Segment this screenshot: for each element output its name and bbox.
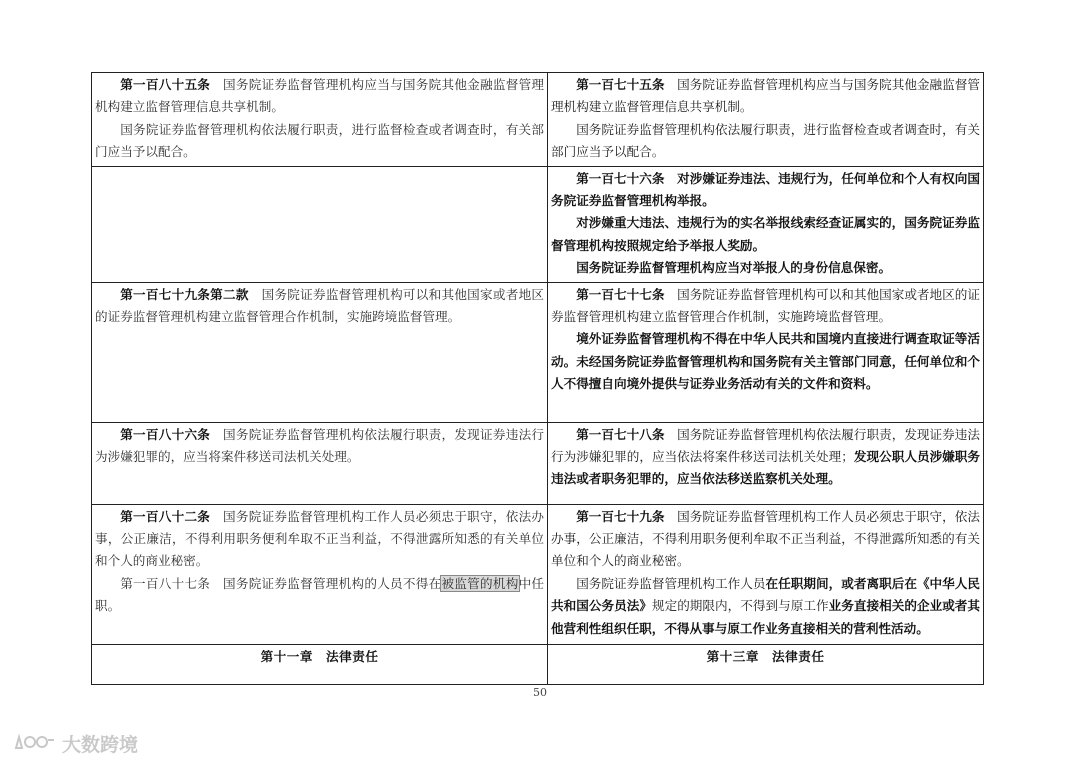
article-text: 国务院证券监督管理机构应当与国务院其他金融监督管理机构建立监督管理信息共享机制。 [551,77,981,115]
article-number: 第一百七十九条第二款 [120,286,249,302]
article-number: 第一百七十七条 [576,286,665,302]
article-paragraph [551,573,980,640]
article-paragraph [95,424,544,469]
chapter-title: 第十一章 法律责任 [260,648,379,664]
old-text-cell [92,504,548,644]
article-text: 第一百八十七条 国务院证券监督管理机构的人员不得在 [120,575,442,591]
article-paragraph [95,284,544,329]
article-text: 国务院证券监督管理机构可以和其他国家或者地区的证券监督管理机构建立监督管理合作机制，实施跨境监督管理。 [95,286,545,325]
article-number: 第一百七十九条 [576,508,665,524]
article-paragraph [95,506,544,573]
table-row [92,422,984,504]
article-number: 第一百七十六条 [576,170,665,186]
article-text: 国务院证券监督管理机构可以和其他国家或者地区的证券监督管理机构建立监督管理合作机制，实施跨境监督管理。 [551,286,981,325]
watermark [12,730,138,756]
article-text-added: 发现公职人员涉嫌职务违法或者职务犯罪的，应当依法移送监察机关处理。 [551,449,981,487]
old-text-cell-empty [92,166,548,282]
table-row [92,644,984,684]
article-text-added: 业务直接相关的企业或者其他营利性组织任职，不得从事与原工作业务直接相关的营利性活动。 [551,598,981,636]
old-chapter-cell [92,644,548,684]
article-text: 对涉嫌证券违法、违规行为，任何单位和个人有权向国务院证券监督管理机构举报。 [551,170,981,209]
article-number: 第一百七十五条 [576,77,665,92]
table-row [92,166,984,282]
article-text: 国务院证券监督管理机构工作人员必须忠于职守，依法办事，公正廉洁，不得利用职务便利牟取不正当利益，不得泄露所知悉的有关单位和个人的商业秘密。 [551,508,981,569]
article-paragraph [551,74,980,119]
article-text: 境外证券监督管理机构不得在中华人民共和国境内直接进行调查取证等活动。未经国务院证券监督管理机构和国务院有关主管部门同意，任何单位和个人不得擅自向境外提供与证券业务活动有关的文件和资料。 [551,331,980,392]
article-paragraph [551,284,980,329]
article-text: 规定的期限内，不得到与原工作 [651,598,829,614]
new-text-cell [548,166,984,282]
article-paragraph [551,424,980,491]
new-text-cell [548,73,984,167]
article-text: 国务院证券监督管理机构工作人员必须忠于职守，依法办事，公正廉洁，不得利用职务便利牟取不正当利益，不得泄露所知悉的有关单位和个人的商业秘密。 [95,508,545,569]
article-number: 第一百八十五条 [120,77,211,92]
article-paragraph [551,212,980,257]
article-paragraph [95,573,544,618]
article-paragraph [95,74,544,119]
new-text-cell [548,504,984,644]
article-paragraph [551,506,980,573]
table-row [92,73,984,167]
article-number: 第一百八十二条 [120,508,211,524]
new-text-cell [548,282,984,422]
article-number: 第一百八十六条 [120,426,211,442]
table-row [92,282,984,422]
article-text: 国务院证券监督管理机构依法履行职责，发现证券违法行为涉嫌犯罪的，应当将案件移送司法机关处理。 [95,426,545,465]
page-number: 50 [533,686,547,699]
new-chapter-cell [548,644,984,684]
watermark-logo-icon [12,732,56,754]
article-text: 国务院证券监督管理机构依法履行职责，进行监督检查或者调查时，有关部门应当予以配合。 [551,121,980,160]
article-text: 国务院证券监督管理机构应当与国务院其他金融监督管理机构建立监督管理信息共享机制。 [95,77,545,115]
article-text: 国务院证券监督管理机构依法履行职责，进行监督检查或者调查时，有关部门应当予以配合。 [95,121,544,160]
article-text: 国务院证券监督管理机构工作人员 [576,575,766,591]
watermark-text: 大数跨境 [62,733,139,756]
article-number: 第一百七十八条 [576,426,665,442]
new-text-cell [548,422,984,504]
old-text-cell [92,73,548,167]
old-text-cell [92,422,548,504]
old-text-cell [92,282,548,422]
article-text: 国务院证券监督管理机构应当对举报人的身份信息保密。 [576,260,892,276]
comparison-table [91,72,984,685]
article-paragraph [551,257,980,279]
article-text-added: 在任职期间，或者离职后在《中华人民共和国公务员法》 [551,575,981,614]
article-paragraph [95,119,544,164]
chapter-title: 第十三章 法律责任 [706,648,825,664]
article-paragraph [551,168,980,213]
article-text: 国务院证券监督管理机构依法履行职责，发现证券违法行为涉嫌犯罪的，应当依法将案件移送司法机关处理； [551,426,981,465]
highlighted-text: 被监管的机构 [441,575,519,591]
article-text: 中任职。 [95,575,545,614]
article-paragraph [551,119,980,164]
table-row [92,504,984,644]
article-text: 对涉嫌重大违法、违规行为的实名举报线索经查证属实的，国务院证券监督管理机构按照规定给予举报人奖励。 [551,215,980,253]
article-paragraph [551,328,980,395]
